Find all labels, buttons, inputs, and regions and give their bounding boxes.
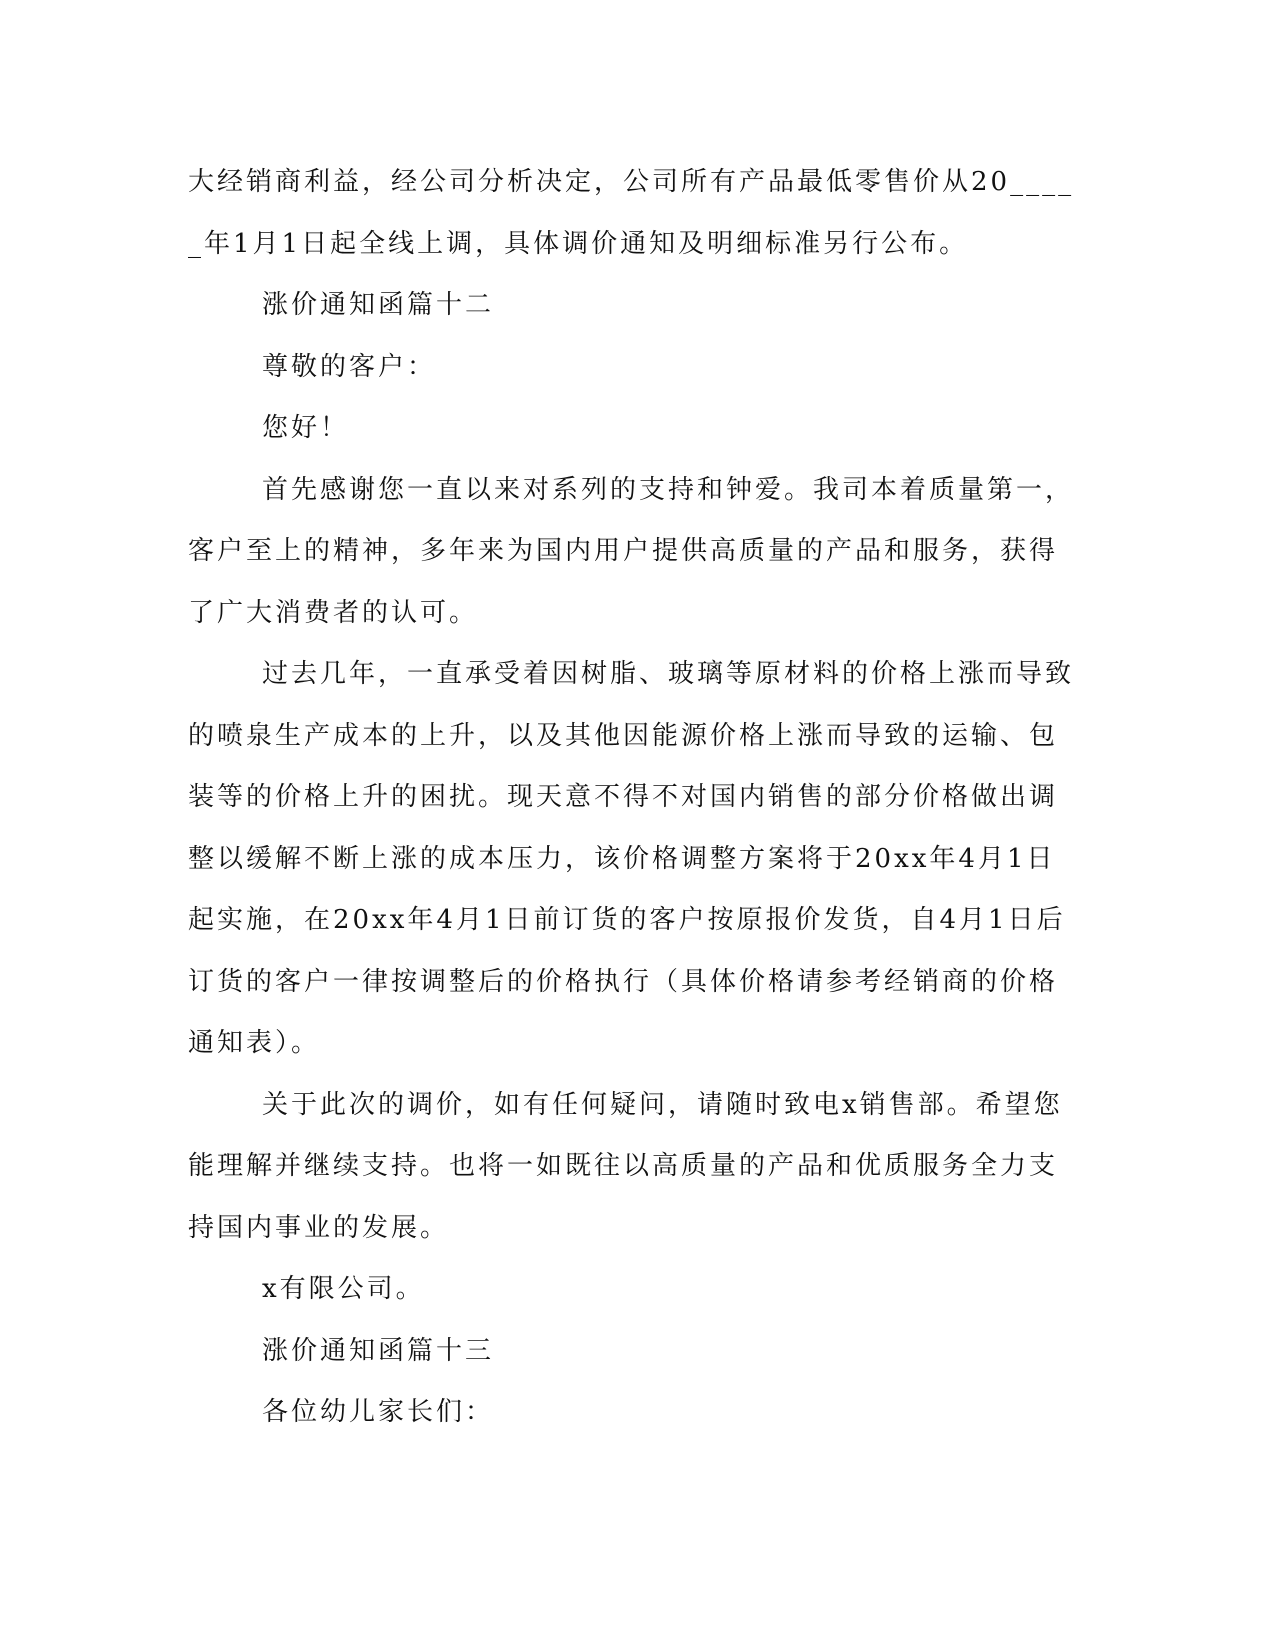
paragraph-thanks: 首先感谢您一直以来对系列的支持和钟爱。我司本着质量第一，客户至上的精神，多年来为国内用户提供高质量的产品和服务，获得了广大消费者的认可。 bbox=[188, 474, 1075, 628]
salutation-parents: 各位幼儿家长们： bbox=[262, 1397, 495, 1427]
signature-company: x有限公司。 bbox=[262, 1274, 425, 1304]
section-heading-13: 涨价通知函篇十三 bbox=[262, 1335, 495, 1366]
paragraph-price-adjustment: 过去几年，一直承受着因树脂、玻璃等原材料的价格上涨而导致的喷泉生产成本的上升，以及其他因能源价格上涨而导致的运输、包装等的价格上升的困扰。现天意不得不对国内销售的部分价格做出调整以缓解不断上涨的成本压力，该价格调整方案将于20xx年4月1日起实施，在20xx年4月1日前订货的客户按原报价发货，自4月1日后订货的客户一律按调整后的价格执行（具体价格请参考经销商的价格通知表）。 bbox=[188, 659, 1075, 1058]
section-heading-12: 涨价通知函篇十二 bbox=[262, 290, 495, 320]
paragraph-continuation: 大经销商利益，经公司分析决定，公司所有产品最低零售价从20_____年1月1日起全线上调，具体调价通知及明细标准另行公布。 bbox=[188, 167, 1075, 259]
salutation: 尊敬的客户： bbox=[262, 351, 437, 382]
paragraph-contact: 关于此次的调价，如有任何疑问，请随时致电x销售部。希望您能理解并继续支持。也将一如既往以高质量的产品和优质服务全力支持国内事业的发展。 bbox=[188, 1089, 1063, 1243]
greeting: 您好！ bbox=[262, 413, 350, 443]
document-body bbox=[188, 152, 1078, 1444]
